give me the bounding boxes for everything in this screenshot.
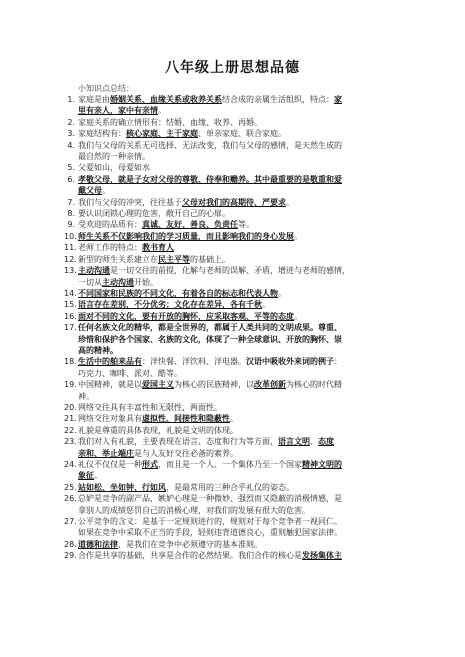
list-item — [64, 459, 412, 482]
list-item — [64, 311, 412, 322]
bold-segment: 高的精神。 — [78, 345, 118, 355]
emphasized-segment: 道德和法律 — [78, 539, 118, 549]
list-item-line — [64, 425, 412, 436]
text-segment: 公平竞争的含义：是基于一定规则进行的，规则对于每个竞争者一视同仁。 — [78, 517, 342, 527]
emphasized-segment: 民主平等 — [158, 254, 190, 264]
list-item — [64, 242, 412, 253]
list-item-text — [78, 379, 412, 390]
text-segment: 家庭是由 — [78, 95, 110, 104]
list-item-continuation — [64, 334, 412, 345]
list-item-continuation — [64, 185, 412, 196]
list-item — [64, 413, 412, 424]
list-item-number: 17. — [64, 323, 77, 333]
list-item-text — [78, 242, 412, 253]
document-title: 八年级上册思想品德 — [165, 60, 300, 76]
text-segment: 网络交往具有丰富性和无限性，两面性。 — [78, 402, 222, 412]
list-item-line — [64, 356, 412, 367]
text-segment: 。 — [230, 414, 238, 424]
text-segment: 如果在竞争中采取不正当的手段，轻则违背道德良心，重则触犯国家法律。 — [78, 528, 342, 538]
list-item-line — [64, 299, 412, 310]
list-item-text — [78, 117, 412, 128]
list-item-text — [78, 356, 412, 367]
list-item-line — [64, 254, 412, 265]
list-item-text — [78, 288, 412, 299]
list-item-text — [78, 254, 412, 265]
knowledge-point-list — [64, 94, 412, 562]
emphasized-segment: 语言存在差别，不分优劣；文化存在差异，各有千秋 — [78, 300, 262, 310]
emphasized-segment: 站如松、坐如钟、行如风 — [78, 482, 166, 492]
list-item — [64, 208, 412, 219]
bold-segment: 珍惜和保护各个国家、名族的文化，体现了一种全球意识、开放的胸怀、崇 — [78, 334, 342, 344]
list-item-number: 22. — [64, 425, 77, 435]
list-item-continuation — [64, 105, 412, 116]
text-segment: 一切从 — [78, 277, 102, 287]
text-segment: 、 — [310, 437, 318, 447]
list-item — [64, 162, 412, 173]
list-item-line — [64, 379, 412, 390]
text-segment: 是一切交往的前提，化解与老师的误解、矛盾，增进与老师的感情， — [110, 266, 350, 276]
text-segment: 。 — [286, 197, 294, 207]
list-item-line — [64, 539, 412, 550]
list-item-line — [64, 322, 412, 333]
list-item-continuation — [64, 391, 412, 402]
text-segment: 礼仪不仅仅是一种 — [78, 460, 142, 469]
list-item-number: 3. — [67, 129, 75, 139]
list-item-line — [64, 459, 412, 470]
list-item-number: 2. — [67, 117, 75, 127]
emphasized-segment: 师生关系不仅影响我们的学习质量，而且影响我们的身心发展 — [78, 231, 294, 241]
list-item — [64, 254, 412, 265]
list-item-line — [64, 493, 412, 504]
list-item — [64, 436, 412, 459]
list-item — [64, 197, 412, 208]
emphasized-segment: 生活中的舶来品有 — [78, 357, 142, 367]
list-item-number: 18. — [64, 357, 77, 367]
list-item-number: 10. — [64, 231, 77, 241]
list-item-number: 16. — [64, 311, 77, 321]
text-segment: ，是最常用的三种合乎礼仪的姿态。 — [166, 482, 294, 492]
list-item-continuation — [64, 368, 412, 379]
text-segment: ，是我们在竞争中必须遵守的基本准则。 — [118, 539, 262, 549]
list-item-number: 4. — [67, 140, 75, 150]
bold-segment: 任何名族文化的精华，都是全世界的，都属于人类共同的文明成果。尊重、 — [78, 323, 342, 333]
text-segment: 我们对人有礼貌，主要表现在语言、态度和行为等方面， — [78, 437, 278, 447]
emphasized-segment: 父母对我们的高期待、严要求 — [182, 197, 286, 207]
text-segment: 等。 — [238, 220, 254, 230]
emphasized-segment: 爱国主义 — [142, 380, 174, 390]
list-item-number: 8. — [67, 209, 75, 219]
list-item-number: 6. — [67, 174, 75, 184]
emphasized-segment: 里有亲人，家中有亲情 — [78, 106, 158, 116]
text-segment: 巧克力、咖啡、派对、酷等。 — [78, 368, 182, 378]
text-segment: 开始。 — [134, 277, 158, 287]
list-item-number: 29. — [64, 551, 77, 561]
text-segment: 中国精神，就是以 — [78, 380, 142, 390]
list-item-line — [64, 516, 412, 527]
list-item — [64, 402, 412, 413]
text-segment: 家庭关系的确立情形有：结婚、血缘、收养、再婚。 — [78, 117, 262, 127]
text-segment: 、单亲家庭、联合家庭。 — [198, 129, 286, 139]
list-item-text — [78, 311, 412, 322]
list-item-text — [78, 516, 412, 527]
text-segment: 的基础上。 — [190, 254, 230, 264]
list-item-line — [64, 197, 412, 208]
list-item-line — [64, 288, 412, 299]
list-item-text — [78, 197, 412, 208]
list-item — [64, 174, 412, 197]
text-segment: 拿别人的成绩惩罚自己的消极心理，对我们的发展有很大的危害。 — [78, 505, 310, 515]
text-segment: 为核心的民族精神，以 — [174, 380, 254, 390]
list-item-text — [78, 436, 412, 447]
text-segment: 合作是共享的基础，共享是合作的必然结果。我们合作的核心是 — [78, 551, 302, 561]
text-segment: 最自然的一种亲情。 — [78, 152, 150, 162]
list-item-number: 14. — [64, 288, 77, 298]
text-segment: 。 — [294, 231, 302, 241]
list-item-line — [64, 242, 412, 253]
text-segment: 是与人友好交往必备的素养。 — [134, 448, 238, 458]
text-segment: 为核心的时代精 — [286, 380, 342, 390]
list-item-text — [78, 94, 412, 105]
list-item-line — [64, 231, 412, 242]
text-segment: 父爱如山，母爱如水 — [78, 163, 150, 173]
list-item-number: 28. — [64, 539, 77, 549]
list-item-number: 13. — [64, 266, 77, 276]
list-item-text — [78, 413, 412, 424]
text-segment: 总妒是竞争的副产品，嫉妒心理是一种微妙、强烈而又隐蔽的消极情感，是 — [78, 494, 342, 504]
text-segment: 。 — [278, 288, 286, 298]
list-item-text — [78, 550, 412, 561]
list-item-text — [78, 539, 412, 550]
list-item-number: 24. — [64, 460, 77, 469]
emphasized-segment: 形式 — [142, 460, 158, 469]
list-item-number: 19. — [64, 380, 77, 390]
list-item-text — [78, 265, 412, 276]
text-segment: ：洋快餐、洋饮料、洋电器。 — [142, 357, 246, 367]
list-item-line — [64, 413, 412, 424]
emphasized-segment: 真诚、友好、善良、负责任 — [142, 220, 238, 230]
emphasized-segment: 象征 — [78, 471, 94, 481]
emphasized-segment: 主动沟通 — [102, 277, 134, 287]
list-item-number: 23. — [64, 437, 77, 447]
text-segment: 我们与父母的关系无可选择、无法改变，我们与父母的感情，是天然生成的 — [78, 140, 342, 150]
list-item — [64, 493, 412, 516]
list-item-number: 15. — [64, 300, 77, 310]
emphasized-segment: 态度 — [318, 437, 334, 447]
list-item-text — [78, 299, 412, 310]
list-item — [64, 482, 412, 493]
list-item-line — [64, 162, 412, 173]
list-item — [64, 94, 412, 117]
emphasized-segment: 不同国家和民族的不同文化，有着各自的标志和代表人物 — [78, 288, 278, 298]
list-item-continuation — [64, 448, 412, 459]
list-item-line — [64, 174, 412, 185]
list-item — [64, 516, 412, 539]
list-item-line — [64, 311, 412, 322]
list-item-text — [78, 140, 412, 151]
list-item-line — [64, 140, 412, 151]
text-segment: 礼貌是尊重的具体表现，礼貌是文明的体现。 — [78, 425, 238, 435]
list-item-number: 9. — [67, 220, 75, 230]
list-item-continuation — [64, 527, 412, 538]
list-item — [64, 140, 412, 163]
list-item — [64, 128, 412, 139]
text-segment: 。 — [158, 106, 166, 116]
list-item-number: 11. — [64, 243, 77, 253]
emphasized-segment: 主动沟通 — [78, 266, 110, 276]
list-item-line — [64, 436, 412, 447]
list-item-continuation — [64, 345, 412, 356]
list-item-number: 25. — [64, 482, 77, 492]
list-item-line — [64, 265, 412, 276]
list-item-line — [64, 219, 412, 230]
emphasized-segment: 语言文明 — [278, 437, 310, 447]
text-segment: ，而且是一个人、一个集体乃至一个国家 — [158, 460, 302, 469]
list-item — [64, 231, 412, 242]
list-item-text — [78, 425, 412, 436]
list-item — [64, 356, 412, 379]
emphasized-segment: 面对不同的文化，要有开放的胸怀，应采取客观、平等的态度 — [78, 311, 294, 321]
list-item-number: 12. — [64, 254, 77, 264]
list-item-number: 20. — [64, 402, 77, 412]
list-item — [64, 425, 412, 436]
text-segment: 老师工作的特点： — [78, 243, 142, 253]
list-item-text — [78, 231, 412, 242]
emphasized-segment: 教书育人 — [142, 243, 174, 253]
list-item-text — [78, 402, 412, 413]
list-item-text — [78, 162, 412, 173]
list-item-line — [64, 402, 412, 413]
emphasized-segment: 婚姻关系、血缘关系或收养关系 — [110, 95, 222, 104]
text-segment: 新型的师生关系建立在 — [78, 254, 158, 264]
emphasized-segment: 家 — [334, 95, 342, 104]
text-segment: ： — [334, 357, 342, 367]
list-item — [64, 550, 412, 561]
document-subtitle: 小知识点总结： — [78, 84, 134, 93]
list-item-number: 21. — [64, 414, 77, 424]
text-segment: 。 — [94, 471, 102, 481]
bold-segment: 汉语中吸收外来词的例子 — [246, 357, 334, 367]
list-item-text — [78, 459, 412, 470]
list-item-number: 7. — [67, 197, 75, 207]
list-item-continuation — [64, 470, 412, 481]
emphasized-segment: 核心家庭、主干家庭 — [126, 129, 198, 139]
emphasized-segment: 孝敬父母，就是子女对父母的尊敬、侍奉和赡养。其中最重要的是敬重和爱 — [78, 174, 342, 184]
list-item-text — [78, 174, 412, 185]
text-segment: 受欢迎的品质有： — [78, 220, 142, 230]
list-item-text — [78, 322, 412, 333]
list-item — [64, 299, 412, 310]
list-item-text — [78, 128, 412, 139]
list-item-line — [64, 128, 412, 139]
list-item-line — [64, 482, 412, 493]
text-segment: 神。 — [78, 391, 94, 401]
text-segment: 。 — [294, 311, 302, 321]
text-segment: 要认识闭锁心理的危害，敞开自己的心扉。 — [78, 209, 230, 219]
list-item — [64, 539, 412, 550]
list-item — [64, 379, 412, 402]
list-item — [64, 219, 412, 230]
list-item — [64, 117, 412, 128]
list-item-line — [64, 117, 412, 128]
list-item-line — [64, 94, 412, 105]
list-item-number: 1. — [67, 95, 75, 104]
text-segment: 家庭结构有： — [78, 129, 126, 139]
emphasized-segment: 发扬集体主 — [302, 551, 342, 561]
text-segment: 。 — [102, 186, 110, 196]
list-item — [64, 288, 412, 299]
text-segment: 我们与父母的冲突，往往基于 — [78, 197, 182, 207]
list-item-continuation — [64, 277, 412, 288]
list-item-continuation — [64, 505, 412, 516]
list-item-number: 26. — [64, 494, 77, 504]
list-item-text — [78, 482, 412, 493]
list-item — [64, 265, 412, 288]
text-segment: 结合成的亲属生活组织，特点： — [222, 95, 334, 104]
emphasized-segment: 戴父母 — [78, 186, 102, 196]
list-item-number: 27. — [64, 517, 77, 527]
list-item-text — [78, 208, 412, 219]
text-segment: 网络交往对象具有 — [78, 414, 142, 424]
emphasized-segment: 虚拟性、间接性和隐蔽性 — [142, 414, 230, 424]
list-item-number: 5. — [67, 163, 75, 173]
emphasized-segment: 精神文明的 — [302, 460, 342, 469]
list-item — [64, 322, 412, 356]
emphasized-segment: 改革创新 — [254, 380, 286, 390]
text-segment: 。 — [262, 300, 270, 310]
list-item-continuation — [64, 151, 412, 162]
list-item-text — [78, 493, 412, 504]
list-item-line — [64, 550, 412, 561]
list-item-line — [64, 208, 412, 219]
list-item-text — [78, 219, 412, 230]
emphasized-segment: 亲和、举止端庄 — [78, 448, 134, 458]
